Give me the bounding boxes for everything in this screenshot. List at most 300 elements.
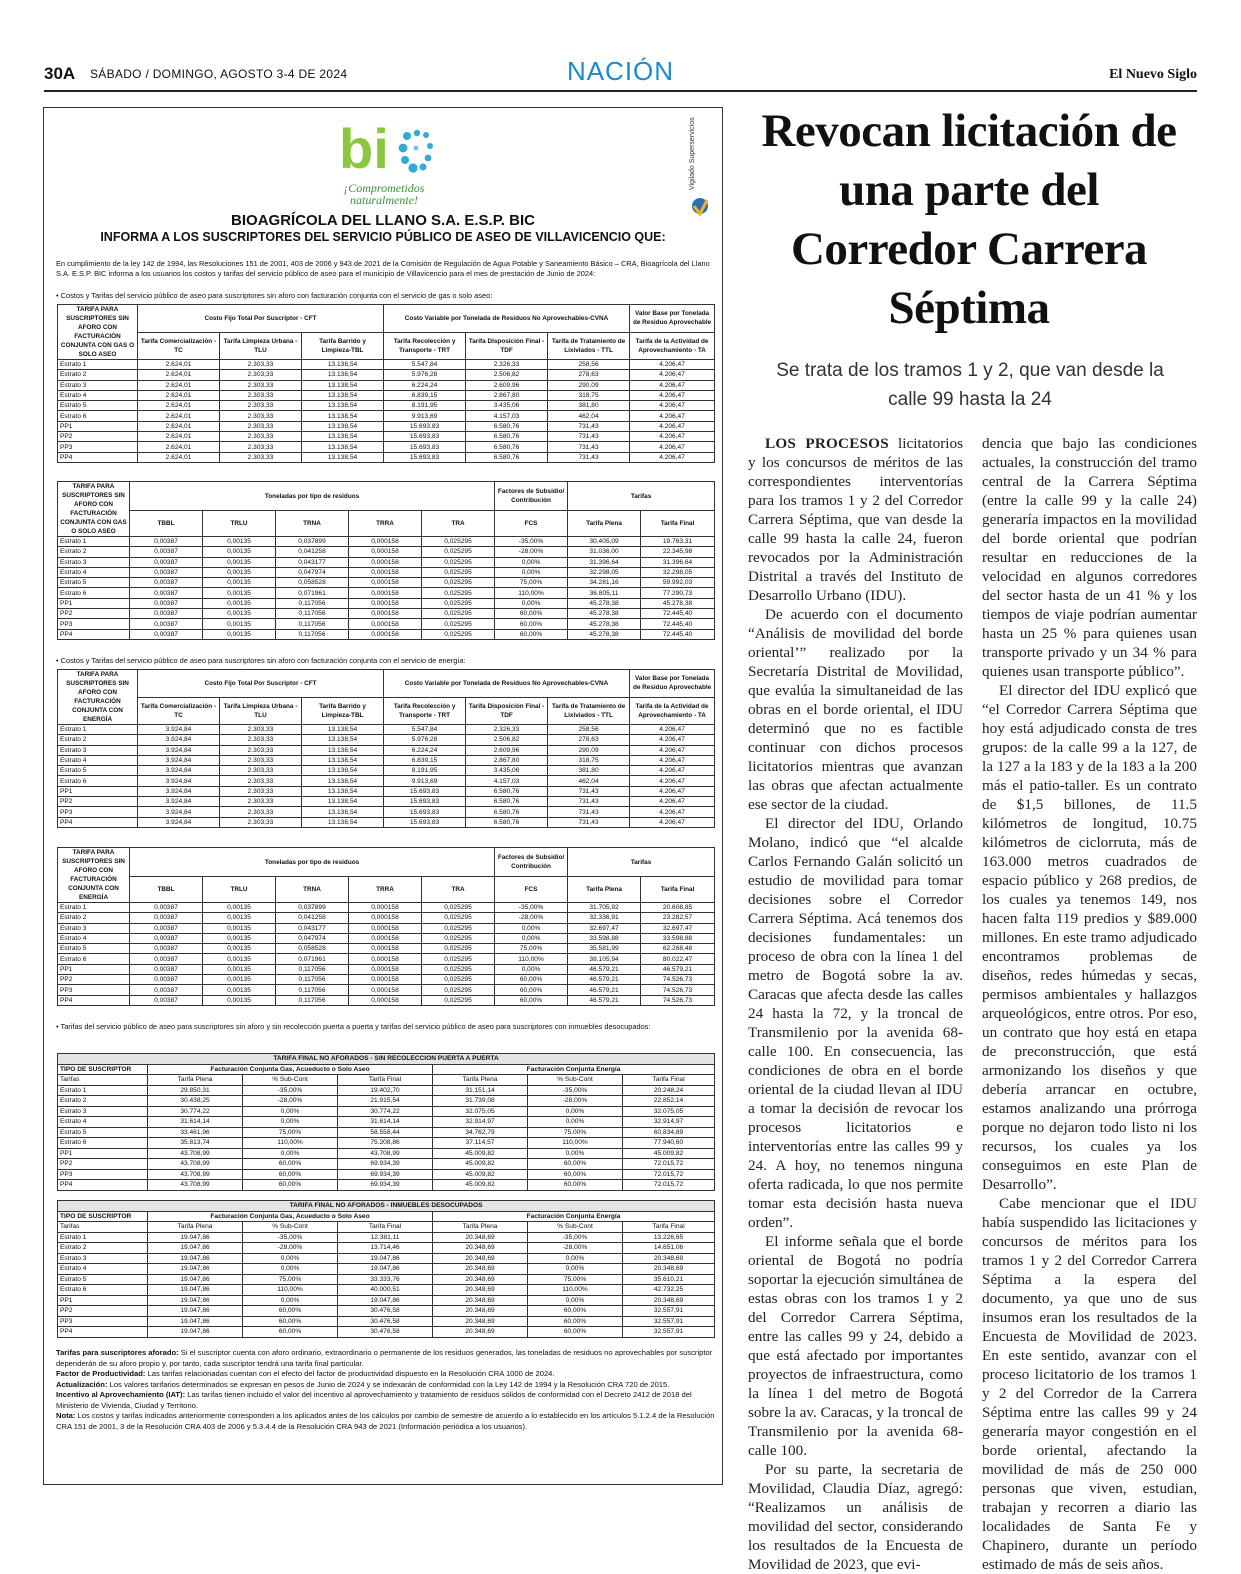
footnotes bbox=[56, 1348, 716, 1432]
table-cell: 0,025295 bbox=[422, 609, 495, 619]
table-cell: 35.581,99 bbox=[568, 944, 641, 954]
table-cell: 0,117056 bbox=[276, 629, 349, 639]
table-cell: 2.303,33 bbox=[220, 766, 302, 776]
table-cell: 2.303,33 bbox=[220, 390, 302, 400]
table-cell: 31.396,64 bbox=[568, 557, 641, 567]
table-cell: 731,43 bbox=[548, 452, 630, 462]
table-cell: 75,00% bbox=[243, 1274, 338, 1285]
table-cell: 0,000158 bbox=[349, 923, 422, 933]
table-cell: 0,00% bbox=[495, 598, 568, 608]
table-row bbox=[58, 1159, 715, 1170]
table-header-cell: Tarifa Final bbox=[623, 1222, 715, 1233]
table-header-cell: TARIFA PARA SUSCRIPTORES SIN AFORO CON FACTURACIÓN CONJUNTA CON ENERGÍA bbox=[58, 848, 130, 903]
row-label: Estrato 6 bbox=[58, 411, 138, 421]
table-cell: 69.934,39 bbox=[338, 1169, 433, 1180]
table-cell: 33.333,76 bbox=[338, 1274, 433, 1285]
table-cell: 2.303,33 bbox=[220, 755, 302, 765]
row-label: PP1 bbox=[58, 1295, 148, 1306]
table-cell: 15.693,83 bbox=[384, 452, 466, 462]
table-cell: 4.206,47 bbox=[630, 452, 715, 462]
table-cell: 4.206,47 bbox=[630, 797, 715, 807]
row-label: PP4 bbox=[58, 629, 130, 639]
row-label: PP3 bbox=[58, 1169, 148, 1180]
table-cell: 3.435,06 bbox=[466, 766, 548, 776]
table-cell: 0,000158 bbox=[349, 598, 422, 608]
row-label: Estrato 3 bbox=[58, 557, 130, 567]
table-row bbox=[58, 1243, 715, 1254]
table-header-cell: Tarifa Final bbox=[641, 511, 715, 537]
table-cell: 110,00% bbox=[495, 588, 568, 598]
table-row bbox=[58, 807, 715, 817]
table-cell: 4.206,47 bbox=[630, 432, 715, 442]
table-cell: 0,117056 bbox=[276, 995, 349, 1005]
table-cell: 4.206,47 bbox=[630, 370, 715, 380]
table-cell: 2.303,33 bbox=[220, 452, 302, 462]
table-cell: 2.303,33 bbox=[220, 807, 302, 817]
table-cell: 0,00% bbox=[243, 1117, 338, 1128]
row-label: Estrato 6 bbox=[58, 1285, 148, 1296]
table-cell: 2.303,33 bbox=[220, 360, 302, 370]
article-paragraph: El director del IDU explicó que “el Corredor Carrera Séptima que hoy está adjudicado consta de tres grupos: de la calle 99 a la 127, de la 127 a la 183 y de la 183 a la 200 más el patio-taller. Es un contrato de $1,5 billones, de 11.5 kilómetros de longitud, 10.75 kilómetros de ciclorruta, más de 163.000 metros cuadrados de espacio público y 268 predios, de los cuales ya tenemos 149, nos hacen falta 119 predios y $89.000 millones. En este tramo adjudicado encontramos problemas de diseños, redes húmedas y secas, permisos ambientales y hallazgos arqueológicos, entre otros. Por eso, un contrato que hoy está en etapa de preconstrucción, que está armonizando los diseños y que debería arrancar en octubre, estamos analizando una prórroga porque no dejaron todo listo ni los recursos, los cuales ya los conseguimos en este Plan de Desarrollo”. bbox=[982, 682, 1197, 1193]
table-cell: 731,43 bbox=[548, 421, 630, 431]
table-row bbox=[58, 1274, 715, 1285]
table-cell: 32.336,91 bbox=[568, 913, 641, 923]
table-header-row bbox=[58, 848, 715, 877]
table-cell: 0,000158 bbox=[349, 557, 422, 567]
table-cell: 30.476,58 bbox=[338, 1306, 433, 1317]
table-cell: -35,00% bbox=[495, 903, 568, 913]
table-row bbox=[58, 1232, 715, 1243]
note-unoccupied: • Tarifas del servicio público de aseo para suscriptores sin aforo y sin recolección puerta a puerta y tarifas del servicio público de aseo para suscriptores con inmuebles desocupados: bbox=[56, 1022, 651, 1031]
table-cell: 0,00387 bbox=[130, 619, 203, 629]
table-cell: 0,00% bbox=[528, 1148, 623, 1159]
table-cell: 0,00387 bbox=[130, 923, 203, 933]
table-cell: 2.303,33 bbox=[220, 421, 302, 431]
table-cell: 0,00% bbox=[528, 1295, 623, 1306]
table-cell: 4.206,47 bbox=[630, 766, 715, 776]
table-cell: 0,00135 bbox=[203, 964, 276, 974]
table-header-cell: % Sub-Cont bbox=[243, 1075, 338, 1086]
table-cell: 0,00387 bbox=[130, 609, 203, 619]
note-gas: • Costos y Tarifas del servicio público de aseo para suscriptores sin aforo con facturación conjunta con el servicio de gas o solo aseo: bbox=[56, 291, 493, 300]
bio-logo-icon bbox=[337, 118, 447, 178]
table-cell: 0,025295 bbox=[422, 995, 495, 1005]
table-row bbox=[58, 1306, 715, 1317]
table-header-cell: Tarifa Recolección y Transporte - TRT bbox=[384, 697, 466, 725]
table-header-cell: Tarifa Plena bbox=[433, 1222, 528, 1233]
table-cell: 60,00% bbox=[243, 1306, 338, 1317]
table-cell: 0,025295 bbox=[422, 903, 495, 913]
row-label: PP4 bbox=[58, 1327, 148, 1338]
table-cell: 13.138,54 bbox=[302, 725, 384, 735]
company-subtitle: INFORMA A LOS SUSCRIPTORES DEL SERVICIO PÚBLICO DE ASEO DE VILLAVICENCIO QUE: bbox=[100, 230, 666, 244]
table-cell: 0,041258 bbox=[276, 547, 349, 557]
row-label: PP1 bbox=[58, 786, 138, 796]
table-cell: 0,025295 bbox=[422, 985, 495, 995]
footnote-label: Nota: bbox=[56, 1411, 76, 1420]
table-row bbox=[58, 817, 715, 827]
table-cell: 2.609,96 bbox=[466, 380, 548, 390]
table-cell: 4.157,03 bbox=[466, 411, 548, 421]
article-paragraph: LOS PROCESOS licitatorios y los concursos de méritos de las correspondientes interventorías para los tramos 1 y 2 del Corredor Carrera Séptima, que van desde la calle 99 hasta la calle 24, fueron revocados por la Administración Distrital a través del Instituto de Desarrollo Urbano (IDU). bbox=[748, 435, 963, 604]
table-header-row bbox=[58, 305, 715, 333]
table-cell: 0,047974 bbox=[276, 933, 349, 943]
table-header-cell: Facturación Conjunta Energía bbox=[433, 1064, 715, 1075]
table-cell: 0,043177 bbox=[276, 923, 349, 933]
page-header bbox=[44, 56, 1197, 90]
table-row bbox=[58, 1264, 715, 1275]
table-caption-row bbox=[58, 1201, 715, 1212]
table-header-cell: TARIFA PARA SUSCRIPTORES SIN AFORO CON FACTURACIÓN CONJUNTA CON GAS O SOLO ASEO bbox=[58, 305, 138, 360]
table-cell: 60,00% bbox=[495, 975, 568, 985]
table-cell: 20.348,69 bbox=[623, 1264, 715, 1275]
table-cell: 278,63 bbox=[548, 735, 630, 745]
table-cell: 0,000158 bbox=[349, 578, 422, 588]
table-header-row bbox=[58, 697, 715, 725]
table-cell: 19.047,86 bbox=[148, 1285, 243, 1296]
row-label: Estrato 4 bbox=[58, 1117, 148, 1128]
table-cell: 6.580,76 bbox=[466, 432, 548, 442]
table-cell: 31.705,92 bbox=[568, 903, 641, 913]
table-cell: 0,00% bbox=[243, 1264, 338, 1275]
table-cell: 19.763,31 bbox=[641, 537, 715, 547]
table-cell: 20.348,69 bbox=[433, 1243, 528, 1254]
table-cell: 13.138,54 bbox=[302, 755, 384, 765]
table-cell: 3.924,84 bbox=[138, 786, 220, 796]
table-row bbox=[58, 578, 715, 588]
table-cell: 731,43 bbox=[548, 797, 630, 807]
table-cell: 60,00% bbox=[495, 609, 568, 619]
table-cell: 13.138,54 bbox=[302, 807, 384, 817]
table-row bbox=[58, 1169, 715, 1180]
table-cell: 60,00% bbox=[495, 619, 568, 629]
table-row bbox=[58, 629, 715, 639]
row-label: Estrato 2 bbox=[58, 1096, 148, 1107]
table-row bbox=[58, 1138, 715, 1149]
table-cell: 2.303,33 bbox=[220, 442, 302, 452]
table-cell: 0,025295 bbox=[422, 923, 495, 933]
final-table-unoccupied bbox=[57, 1200, 715, 1338]
table-cell: 19.047,86 bbox=[148, 1232, 243, 1243]
table-cell: 13.138,54 bbox=[302, 390, 384, 400]
table-cell: 60,00% bbox=[528, 1316, 623, 1327]
table-cell: 2.303,33 bbox=[220, 725, 302, 735]
table-header-cell: % Sub-Cont bbox=[528, 1075, 623, 1086]
table-cell: 72.445,40 bbox=[641, 609, 715, 619]
table-cell: 77.290,73 bbox=[641, 588, 715, 598]
table-cell: 0,025295 bbox=[422, 567, 495, 577]
article-paragraph: dencia que bajo las condiciones actuales, la construcción del tramo central de la Carrera Séptima (entre la calle 99 y la calle 24) generaría impactos en la movilidad del borde oriental que podrían resultar en reducciones de la velocidad en algunos corredores del sector hasta de un 41 % y los tiempos de viaje podrían aumentar hasta un 25 % para quienes usan transporte privado y un 34 % para quienes usan transporte público”. bbox=[982, 435, 1197, 680]
table-header-cell: TRNA bbox=[276, 511, 349, 537]
table-cell: 72.015,72 bbox=[623, 1169, 715, 1180]
issue-date: SÁBADO / DOMINGO, AGOSTO 3-4 DE 2024 bbox=[90, 67, 348, 81]
table-cell: 0,00135 bbox=[203, 588, 276, 598]
table-header-cell: Tarifa Plena bbox=[148, 1222, 243, 1233]
table-cell: 0,041258 bbox=[276, 913, 349, 923]
table-cell: 45.009,82 bbox=[433, 1180, 528, 1191]
table-cell: 0,025295 bbox=[422, 944, 495, 954]
table-cell: 0,025295 bbox=[422, 954, 495, 964]
row-label: PP2 bbox=[58, 609, 130, 619]
table-cell: 2.303,33 bbox=[220, 797, 302, 807]
table-cell: 2.303,33 bbox=[220, 432, 302, 442]
table-cell: 0,000158 bbox=[349, 985, 422, 995]
table-cell: 33.598,88 bbox=[641, 933, 715, 943]
table-row bbox=[58, 745, 715, 755]
table-cell: -28,00% bbox=[528, 1096, 623, 1107]
table-cell: 2.303,33 bbox=[220, 401, 302, 411]
table-cell: 731,43 bbox=[548, 432, 630, 442]
table-row bbox=[58, 975, 715, 985]
table-cell: 2.624,01 bbox=[138, 421, 220, 431]
table-cell: 32.298,05 bbox=[568, 567, 641, 577]
table-cell: 13.138,54 bbox=[302, 421, 384, 431]
table-cell: 72.445,40 bbox=[641, 629, 715, 639]
table-cell: 0,117056 bbox=[276, 985, 349, 995]
table-cell: 69.934,39 bbox=[338, 1180, 433, 1191]
table-header-cell: Tarifa de Tratamiento de Lixiviados - TTL bbox=[548, 332, 630, 360]
table-cell: 3.924,84 bbox=[138, 735, 220, 745]
table-cell: 4.206,47 bbox=[630, 401, 715, 411]
table-cell: 6.580,76 bbox=[466, 786, 548, 796]
row-label: Estrato 3 bbox=[58, 923, 130, 933]
table-header-cell: Tarifa Comercialización -TC bbox=[138, 697, 220, 725]
table-cell: 381,80 bbox=[548, 401, 630, 411]
table-row bbox=[58, 735, 715, 745]
table-cell: 20.348,69 bbox=[623, 1253, 715, 1264]
table-row bbox=[58, 964, 715, 974]
table-cell: 0,000158 bbox=[349, 975, 422, 985]
table-cell: 30.774,22 bbox=[148, 1106, 243, 1117]
table-cell: 20.348,69 bbox=[433, 1264, 528, 1275]
table-cell: 13.138,54 bbox=[302, 452, 384, 462]
table-cell: 72.445,40 bbox=[641, 619, 715, 629]
row-label: PP3 bbox=[58, 442, 138, 452]
table-header-cell: TBBL bbox=[130, 511, 203, 537]
table-cell: 20.348,69 bbox=[433, 1295, 528, 1306]
table-cell: 19.047,86 bbox=[148, 1295, 243, 1306]
table-header-row bbox=[58, 1222, 715, 1233]
table-group-row bbox=[58, 1211, 715, 1222]
table-cell: 43.708,99 bbox=[338, 1148, 433, 1159]
row-label: PP4 bbox=[58, 452, 138, 462]
table-cell: 2.624,01 bbox=[138, 390, 220, 400]
row-label: PP2 bbox=[58, 1306, 148, 1317]
table-cell: 2.867,80 bbox=[466, 755, 548, 765]
row-label: Estrato 1 bbox=[58, 725, 138, 735]
table-cell: 13.138,54 bbox=[302, 442, 384, 452]
table-cell: 0,000158 bbox=[349, 903, 422, 913]
row-label: Estrato 6 bbox=[58, 1138, 148, 1149]
table-header-cell: Tarifas bbox=[568, 848, 715, 877]
table-cell: 2.609,96 bbox=[466, 745, 548, 755]
table-cell: 60,00% bbox=[528, 1180, 623, 1191]
table-header-cell: TBBL bbox=[130, 877, 203, 903]
table-cell: 0,00135 bbox=[203, 619, 276, 629]
table-header-cell: TIPO DE SUSCRIPTOR bbox=[58, 1064, 148, 1075]
table-row bbox=[58, 421, 715, 431]
row-label: PP1 bbox=[58, 421, 138, 431]
table-cell: 0,000158 bbox=[349, 995, 422, 1005]
table-cell: 0,000158 bbox=[349, 944, 422, 954]
note-energy: • Costos y Tarifas del servicio público de aseo para suscriptores sin aforo con facturación conjunta con el servicio de energía: bbox=[56, 656, 466, 665]
superservicios-badge bbox=[684, 117, 718, 220]
table-row bbox=[58, 776, 715, 786]
table-cell: 3.924,84 bbox=[138, 755, 220, 765]
table-cell: 0,025295 bbox=[422, 933, 495, 943]
table-cell: 35.813,74 bbox=[148, 1138, 243, 1149]
table-cell: 0,00387 bbox=[130, 903, 203, 913]
table-cell: 0,00135 bbox=[203, 954, 276, 964]
table-cell: 0,00% bbox=[528, 1117, 623, 1128]
footnote: Incentivo al Aprovechamiento (IAT): Las tarifas tienen incluido el valor del incentivo al aprovechamiento y tratamiento de residuos sólidos de conformidad con el Decreto 2412 de 2018 del Ministerio de Vivienda, Ciudad y Territorio. bbox=[56, 1390, 692, 1410]
table-cell: 12.381,11 bbox=[338, 1232, 433, 1243]
table-row bbox=[58, 567, 715, 577]
table-row bbox=[58, 1085, 715, 1096]
table-cell: 2.303,33 bbox=[220, 817, 302, 827]
table-cell: 290,09 bbox=[548, 745, 630, 755]
table-header-cell: TRLU bbox=[203, 877, 276, 903]
table-cell: 0,117056 bbox=[276, 964, 349, 974]
table-cell: 45.009,82 bbox=[623, 1148, 715, 1159]
table-cell: 0,00387 bbox=[130, 954, 203, 964]
table-cell: 31.396,64 bbox=[641, 557, 715, 567]
row-label: PP2 bbox=[58, 975, 130, 985]
table-header-row bbox=[58, 877, 715, 903]
table-cell: 45.009,82 bbox=[433, 1148, 528, 1159]
header-rule bbox=[44, 90, 1197, 92]
table-cell: 20.348,69 bbox=[433, 1232, 528, 1243]
table-cell: 0,00135 bbox=[203, 567, 276, 577]
table-cell: 42.732,25 bbox=[623, 1285, 715, 1296]
table-header-cell: Tarifa Barrido y Limpieza-TBL bbox=[302, 697, 384, 725]
table-cell: 34.281,16 bbox=[568, 578, 641, 588]
page-number: 30A bbox=[44, 64, 76, 83]
table-header-cell: Valor Base por Tonelada de Residuo Aprovechable bbox=[630, 305, 715, 333]
table-cell: 5.976,28 bbox=[384, 735, 466, 745]
table-cell: 731,43 bbox=[548, 442, 630, 452]
table-cell: 2.624,01 bbox=[138, 401, 220, 411]
table-cell: 6.580,76 bbox=[466, 817, 548, 827]
table-cell: 0,00387 bbox=[130, 975, 203, 985]
row-label: Estrato 1 bbox=[58, 360, 138, 370]
table-header-cell: Facturación Conjunta Gas, Acueducto o Solo Aseo bbox=[148, 1211, 433, 1222]
row-label: Estrato 4 bbox=[58, 567, 130, 577]
article-paragraph: De acuerdo con el documento “Análisis de movilidad del borde oriental’” realizado por la Secretaría Distrital de Movilidad, que evalúa la simultaneidad de las obras en el borde oriental, el IDU determinó que no es factible continuar con dichos procesos licitatorios mientras que avanzan las obras que afectan actualmente ese sector de la ciudad. bbox=[748, 606, 963, 813]
table-header-cell: Tarifa Plena bbox=[568, 877, 641, 903]
tons-table-gas bbox=[57, 481, 715, 640]
table-header-cell: Tarifas bbox=[568, 482, 715, 511]
table-group-row bbox=[58, 1064, 715, 1075]
table-cell: 30.476,58 bbox=[338, 1316, 433, 1327]
table-cell: 0,00387 bbox=[130, 547, 203, 557]
table-cell: 60,00% bbox=[243, 1169, 338, 1180]
row-label: PP3 bbox=[58, 807, 138, 817]
row-label: Estrato 5 bbox=[58, 578, 130, 588]
table-cell: 6.580,76 bbox=[466, 807, 548, 817]
table-row bbox=[58, 609, 715, 619]
row-label: Estrato 3 bbox=[58, 745, 138, 755]
table-cell: 318,75 bbox=[548, 755, 630, 765]
table-cell: 4.206,47 bbox=[630, 411, 715, 421]
table-cell: 36.805,11 bbox=[568, 588, 641, 598]
table-cell: 4.206,47 bbox=[630, 421, 715, 431]
svg-text:Vigilado Superservicios: Vigilado Superservicios bbox=[689, 117, 696, 190]
row-label: Estrato 1 bbox=[58, 1232, 148, 1243]
table-cell: 2.624,01 bbox=[138, 442, 220, 452]
row-label: Estrato 2 bbox=[58, 370, 138, 380]
table-cell: 58.558,44 bbox=[338, 1127, 433, 1138]
table-cell: 0,047974 bbox=[276, 567, 349, 577]
table-row bbox=[58, 725, 715, 735]
table-cell: 31.036,00 bbox=[568, 547, 641, 557]
table-cell: 290,09 bbox=[548, 380, 630, 390]
table-cell: 45.278,38 bbox=[568, 598, 641, 608]
table-cell: 0,000158 bbox=[349, 619, 422, 629]
table-header-cell: TARIFA PARA SUSCRIPTORES SIN AFORO CON FACTURACIÓN CONJUNTA CON ENERGÍA bbox=[58, 670, 138, 725]
table-row bbox=[58, 995, 715, 1005]
table-cell: 32.557,91 bbox=[623, 1316, 715, 1327]
table-cell: 15.693,83 bbox=[384, 807, 466, 817]
table-cell: 9.913,69 bbox=[384, 776, 466, 786]
table-cell: 80.022,47 bbox=[641, 954, 715, 964]
table-cell: 22.345,98 bbox=[641, 547, 715, 557]
table-cell: 731,43 bbox=[548, 807, 630, 817]
table-cell: 33.598,88 bbox=[568, 933, 641, 943]
table-cell: 2.303,33 bbox=[220, 411, 302, 421]
table-cell: 0,00% bbox=[243, 1106, 338, 1117]
table-caption-row bbox=[58, 1054, 715, 1065]
newspaper-brand: El Nuevo Siglo bbox=[1109, 67, 1197, 82]
table-cell: 19.047,86 bbox=[148, 1274, 243, 1285]
table-cell: 4.206,47 bbox=[630, 442, 715, 452]
table-row bbox=[58, 985, 715, 995]
table-header-row bbox=[58, 482, 715, 511]
table-header-cell: Tarifa Final bbox=[338, 1075, 433, 1086]
table-cell: 4.206,47 bbox=[630, 745, 715, 755]
table-header-cell: Tarifa de Tratamiento de Lixiviados - TTL bbox=[548, 697, 630, 725]
table-cell: 20.348,69 bbox=[433, 1253, 528, 1264]
table-cell: 6.580,76 bbox=[466, 452, 548, 462]
row-label: PP3 bbox=[58, 1316, 148, 1327]
table-cell: 60,00% bbox=[243, 1180, 338, 1191]
table-header-cell: Costo Fijo Total Por Suscriptor - CFT bbox=[138, 670, 384, 698]
table-cell: 23.282,57 bbox=[641, 913, 715, 923]
table-header-cell: TRLU bbox=[203, 511, 276, 537]
table-cell: 13.138,54 bbox=[302, 380, 384, 390]
table-cell: 4.206,47 bbox=[630, 817, 715, 827]
table-row bbox=[58, 598, 715, 608]
table-cell: 31.151,14 bbox=[433, 1085, 528, 1096]
table-header-cell: TRNA bbox=[276, 877, 349, 903]
table-cell: 20.608,85 bbox=[641, 903, 715, 913]
row-label: PP4 bbox=[58, 1180, 148, 1191]
table-header-cell: TRRA bbox=[349, 877, 422, 903]
table-cell: 13.138,54 bbox=[302, 786, 384, 796]
table-cell: 19.047,86 bbox=[338, 1295, 433, 1306]
article-paragraph: Cabe mencionar que el IDU había suspendido las licitaciones y concursos de méritos para los tramos 1 y 2 del Corredor Carrera Séptima a la espera del documento, ya que uno de sus insumos eran los resultados de la Encuesta de Movilidad de 2023. En este sentido, avanzar con el proceso licitatorio de los tramos 1 y 2 del Corredor de la Carrera Séptima entre las calles 99 y 24 generaría mayor congestión en el borde oriental, afectando la movilidad de más de 250 000 personas que viven, estudian, trabajan y recorren a diario las localidades de Santa Fe y Chapinero, durante un período estimado de más de seis años. bbox=[982, 1195, 1197, 1573]
table-cell: 20.348,69 bbox=[433, 1274, 528, 1285]
row-label: PP4 bbox=[58, 995, 130, 1005]
row-label: Estrato 3 bbox=[58, 380, 138, 390]
table-row bbox=[58, 547, 715, 557]
row-label: Estrato 4 bbox=[58, 933, 130, 943]
table-cell: 462,04 bbox=[548, 411, 630, 421]
table-cell: 13.138,54 bbox=[302, 745, 384, 755]
table-cell: 0,117056 bbox=[276, 598, 349, 608]
table-cell: 20.348,69 bbox=[433, 1327, 528, 1338]
table-row bbox=[58, 1127, 715, 1138]
